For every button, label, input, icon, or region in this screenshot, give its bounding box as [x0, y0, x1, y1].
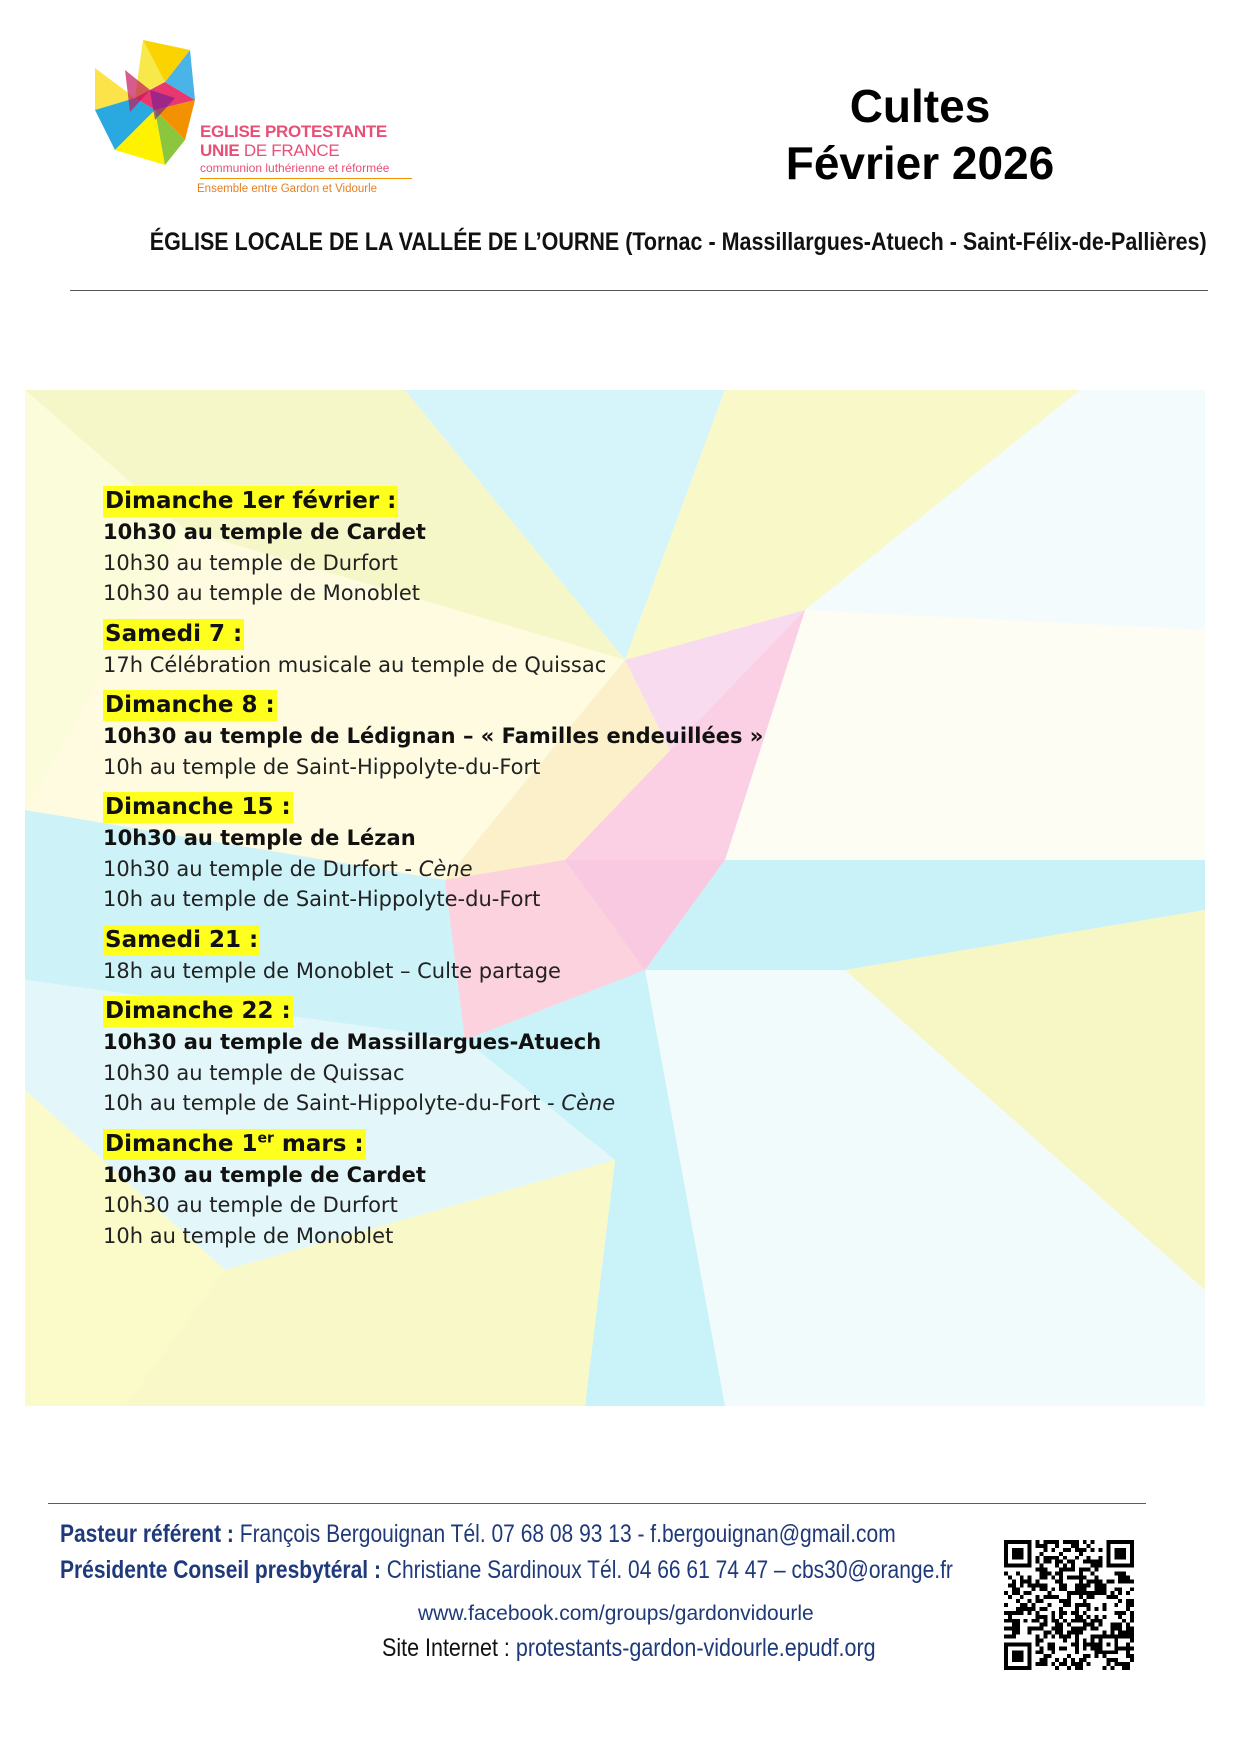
president-contact: [60, 1552, 953, 1588]
site-label: Site Internet :: [382, 1634, 510, 1662]
service-line: 10h30 au temple de Cardet: [103, 1162, 426, 1187]
day-title: Dimanche 1er février :: [103, 486, 398, 517]
president-value[interactable]: Christiane Sardinoux Tél. 04 66 61 74 47 – cbs30@orange.fr: [380, 1556, 953, 1584]
day-title: Dimanche 8 :: [103, 690, 277, 721]
title-line1: Cultes: [849, 80, 991, 132]
contacts: [60, 1516, 1123, 1588]
day-title: Dimanche 15 :: [103, 792, 293, 823]
service-line: 10h au temple de Saint-Hippolyte-du-Fort: [103, 887, 541, 911]
service-note: Cène: [561, 1091, 616, 1115]
day-block: [103, 1129, 1003, 1252]
day-title-sup: er: [257, 1129, 274, 1146]
schedule-list: [103, 486, 1003, 1261]
logo-line1: EGLISE PROTESTANTE: [200, 122, 387, 141]
service-line: 10h30 au temple de Quissac: [103, 1060, 405, 1085]
day-title: Dimanche 22 :: [103, 996, 293, 1027]
service-line: 10h au temple de Monoblet: [103, 1223, 394, 1248]
day-block: [103, 925, 1003, 987]
pastor-contact: [60, 1516, 953, 1552]
pastor-label: Pasteur référent :: [60, 1520, 234, 1548]
day-title: Samedi 21 :: [103, 925, 260, 956]
logo-line2-rest: DE FRANCE: [239, 141, 340, 160]
day-block: [103, 619, 1003, 681]
header-divider: [70, 290, 1208, 291]
day-title-pre: Dimanche 1: [105, 1130, 258, 1157]
day-block: [103, 486, 1003, 609]
website: [382, 1634, 876, 1663]
day-title: Samedi 7 :: [103, 619, 244, 650]
service-line: [103, 1088, 1003, 1119]
church-logo: [95, 40, 390, 210]
service-line: 10h au temple de Saint-Hippolyte-du-Fort: [103, 754, 541, 779]
logo-line3: communion luthérienne et réformée: [200, 161, 390, 175]
qr-code-icon: [1003, 1540, 1135, 1670]
day-block: [103, 690, 1003, 782]
president-label: Présidente Conseil presbytéral :: [60, 1556, 381, 1584]
logo-divider: [200, 178, 412, 179]
page-title: [720, 78, 1120, 192]
title-line2: Février 2026: [785, 137, 1055, 189]
service-note: Cène: [418, 856, 473, 881]
logo-line2: [200, 141, 412, 160]
service-line: 10h30 au temple de Cardet: [103, 520, 426, 544]
service-text: 10h30 au temple de Durfort -: [103, 856, 419, 881]
footer-divider: [48, 1503, 1146, 1504]
service-line: 10h30 au temple de Lézan: [103, 826, 416, 850]
day-title-post: mars :: [273, 1130, 364, 1157]
service-line: 17h Célébration musicale au temple de Quissac: [103, 652, 607, 677]
church-logo-icon: [95, 40, 205, 170]
service-line: 10h30 au temple de Massillargues-Atuech: [103, 1030, 602, 1054]
service-text: 10h au temple de Saint-Hippolyte-du-Fort -: [103, 1091, 562, 1115]
day-block: [103, 996, 1003, 1119]
service-line: [103, 854, 1003, 885]
church-heading: [149, 228, 1207, 257]
pastor-value[interactable]: François Bergouignan Tél. 07 68 08 93 13 - f.bergouignan@gmail.com: [233, 1520, 896, 1548]
service-line: 18h au temple de Monoblet – Culte partage: [103, 958, 561, 983]
service-line: 10h30 au temple de Durfort: [103, 550, 398, 575]
service-line: 10h30 au temple de Monoblet: [103, 581, 421, 605]
facebook-link[interactable]: www.facebook.com/groups/gardonvidourle: [418, 1602, 814, 1625]
day-block: [103, 792, 1003, 915]
day-title: [103, 1129, 366, 1160]
logo-line2-bold: UNIE: [200, 141, 240, 160]
logo-line4: Ensemble entre Gardon et Vidourle: [197, 183, 378, 195]
site-link[interactable]: protestants-gardon-vidourle.epudf.org: [509, 1634, 876, 1662]
church-main: ÉGLISE LOCALE DE LA VALLÉE DE L’OURNE: [149, 228, 620, 256]
service-line: 10h30 au temple de Durfort: [103, 1193, 398, 1217]
church-sub: (Tornac - Massillargues-Atuech - Saint-Félix-de-Pallières): [619, 228, 1207, 256]
service-line: 10h30 au temple de Lédignan – « Familles endeuillées »: [103, 724, 764, 748]
